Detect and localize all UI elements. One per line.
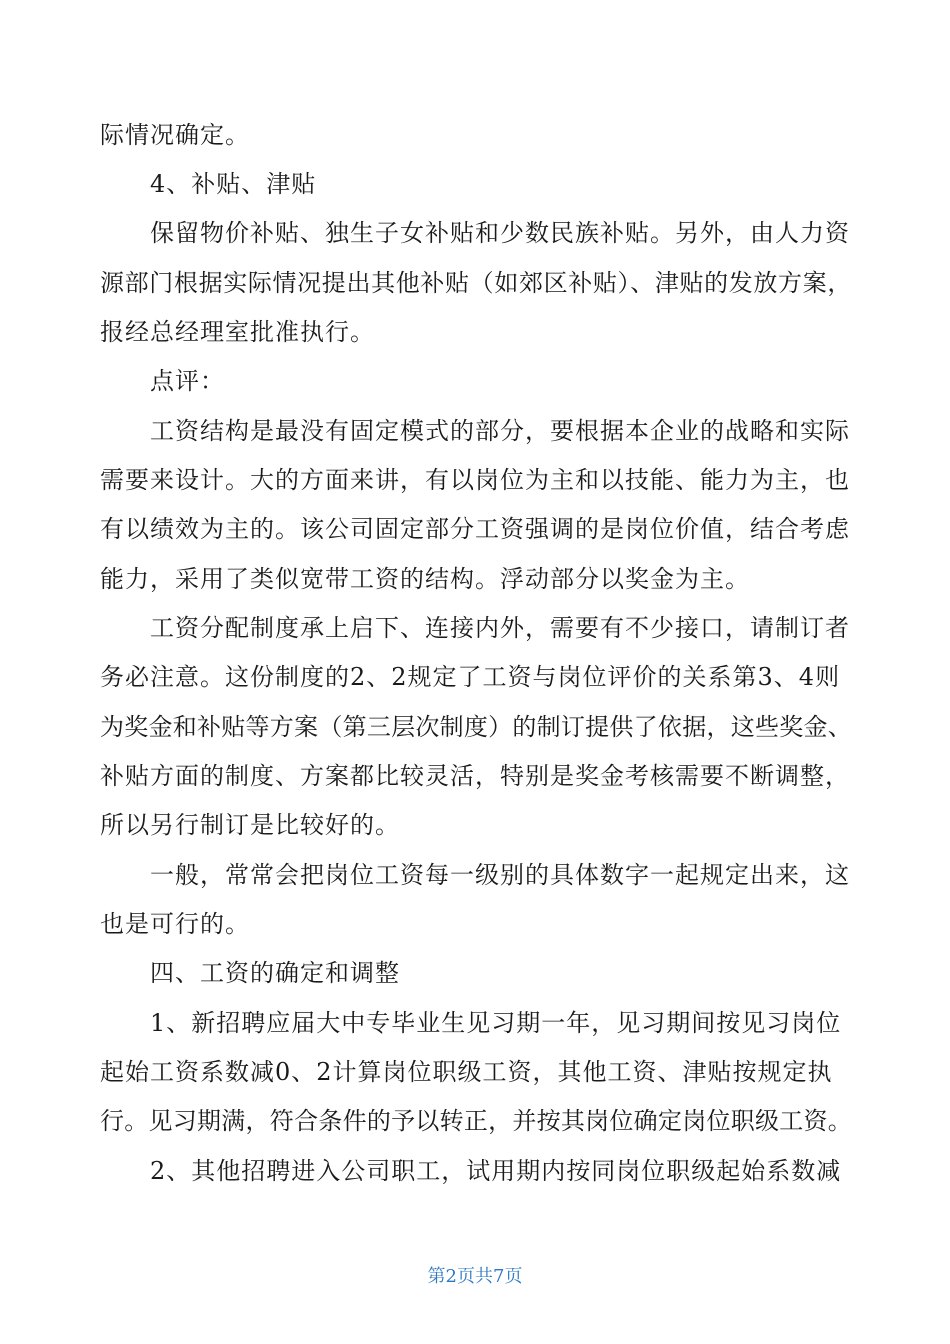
text-line: 补贴方面的制度、方案都比较灵活，特别是奖金考核需要不断调整， — [100, 762, 850, 790]
section-heading: 四、工资的确定和调整 — [150, 959, 400, 987]
text-line: 也是可行的。 — [100, 910, 250, 938]
text-line: 工资结构是最没有固定模式的部分，要根据本企业的战略和实际 — [150, 417, 850, 445]
text-line: 一般，常常会把岗位工资每一级别的具体数字一起规定出来，这 — [150, 861, 850, 889]
text-line: 行。见习期满，符合条件的予以转正，并按其岗位确定岗位职级工资。 — [100, 1107, 852, 1135]
section-heading: 4、补贴、津贴 — [150, 170, 317, 198]
section-heading: 点评： — [150, 367, 225, 395]
text-line: 需要来设计。大的方面来讲，有以岗位为主和以技能、能力为主，也 — [100, 466, 850, 494]
text-line: 报经总经理室批准执行。 — [100, 318, 375, 346]
text-line: 所以另行制订是比较好的。 — [100, 811, 400, 839]
text-line: 起始工资系数减0、2计算岗位职级工资，其他工资、津贴按规定执 — [100, 1058, 833, 1086]
text-line: 有以绩效为主的。该公司固定部分工资强调的是岗位价值，结合考虑 — [100, 515, 850, 543]
text-line: 为奖金和补贴等方案（第三层次制度）的制订提供了依据，这些奖金、 — [100, 713, 852, 741]
text-line: 2、其他招聘进入公司职工，试用期内按同岗位职级起始系数减 — [150, 1157, 842, 1185]
text-line: 工资分配制度承上启下、连接内外，需要有不少接口，请制订者 — [150, 614, 850, 642]
text-line: 际情况确定。 — [100, 121, 250, 149]
text-line: 务必注意。这份制度的2、2规定了工资与岗位评价的关系第3、4则 — [100, 663, 841, 691]
text-line: 1、新招聘应届大中专毕业生见习期一年，见习期间按见习岗位 — [150, 1009, 842, 1037]
page-number-footer: 第2页共7页 — [427, 1266, 523, 1287]
text-line: 保留物价补贴、独生子女补贴和少数民族补贴。另外，由人力资 — [150, 219, 850, 247]
text-line: 源部门根据实际情况提出其他补贴（如郊区补贴）、津贴的发放方案， — [100, 269, 852, 297]
text-line: 能力，采用了类似宽带工资的结构。浮动部分以奖金为主。 — [100, 565, 750, 593]
